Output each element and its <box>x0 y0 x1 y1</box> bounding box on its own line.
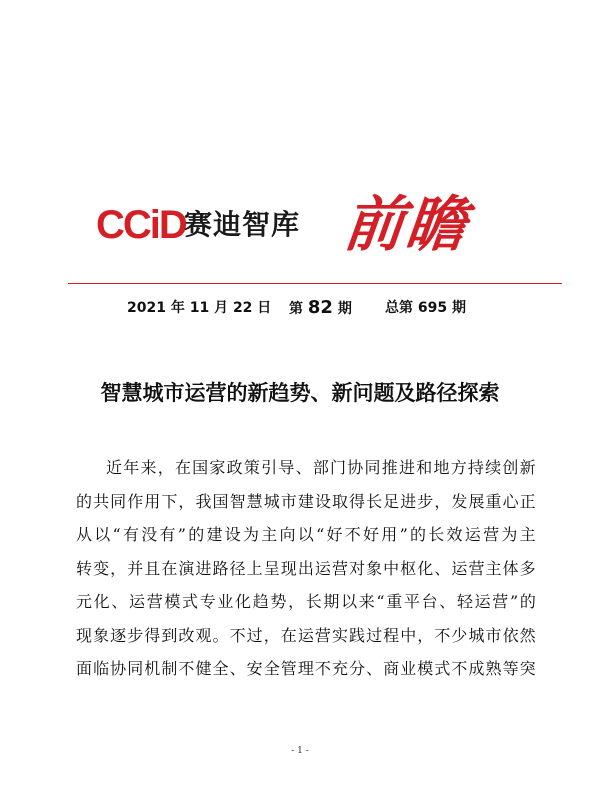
issue-date: 2021 年 11 月 22 日 <box>127 300 272 316</box>
issue-total: 总第 695 期 <box>385 300 466 316</box>
body-line: 的 共 同 作 用 下 ， 我 国 智 慧 城 市 建 设 取 得 长 足 进 步 ， 发 展 重 心 正 <box>76 491 536 511</box>
article-body <box>76 451 536 686</box>
page-number: - 1 - <box>291 746 309 756</box>
body-line: 元 化 、 运 营 模 式 专 业 化 趋 势 ， 长 期 以 来 “ 重 平 台 、 轻 运 营 ” 的 <box>76 592 536 611</box>
series-title-calligraphy: 前瞻 <box>340 190 472 260</box>
issue-number-suffix: 期 <box>337 301 352 317</box>
body-line: 从 以 “ 有 没 有 ” 的 建 设 为 主 向 以 “ 好 不 好 用 ” 的 长 效 运 营 为 主 <box>76 525 536 544</box>
think-tank-name: 赛迪智库 <box>184 208 301 241</box>
issue-number-value: 82 <box>307 297 333 318</box>
body-line: 现 象 逐 步 得 到 改 观 。 不 过 ， 在 运 营 实 践 过 程 中 ， 不 少 城 市 依 然 <box>76 625 536 645</box>
issue-info-line <box>0 296 600 320</box>
masthead <box>0 190 600 280</box>
issue-number-prefix: 第 <box>289 301 303 317</box>
masthead-divider <box>68 283 562 284</box>
ccid-logo: CCiD <box>96 203 186 247</box>
issue-number <box>289 296 352 321</box>
article-title: 智慧城市运营的新趋势、新问题及路径探索 <box>100 381 500 405</box>
body-line: 面 临 协 同 机 制 不 健 全 、 安 全 管 理 不 充 分 、 商 业 模 式 不 成 熟 等 突 <box>76 659 536 678</box>
body-line: 转 变 ， 并 且 在 演 进 路 径 上 呈 现 出 运 营 对 象 中 枢 化 、 运 营 主 体 多 <box>76 558 536 578</box>
body-line: 近 年 来 ， 在 国 家 政 策 引 导 、 部 门 协 同 推 进 和 地 方 持 续 创 新 <box>106 458 536 477</box>
